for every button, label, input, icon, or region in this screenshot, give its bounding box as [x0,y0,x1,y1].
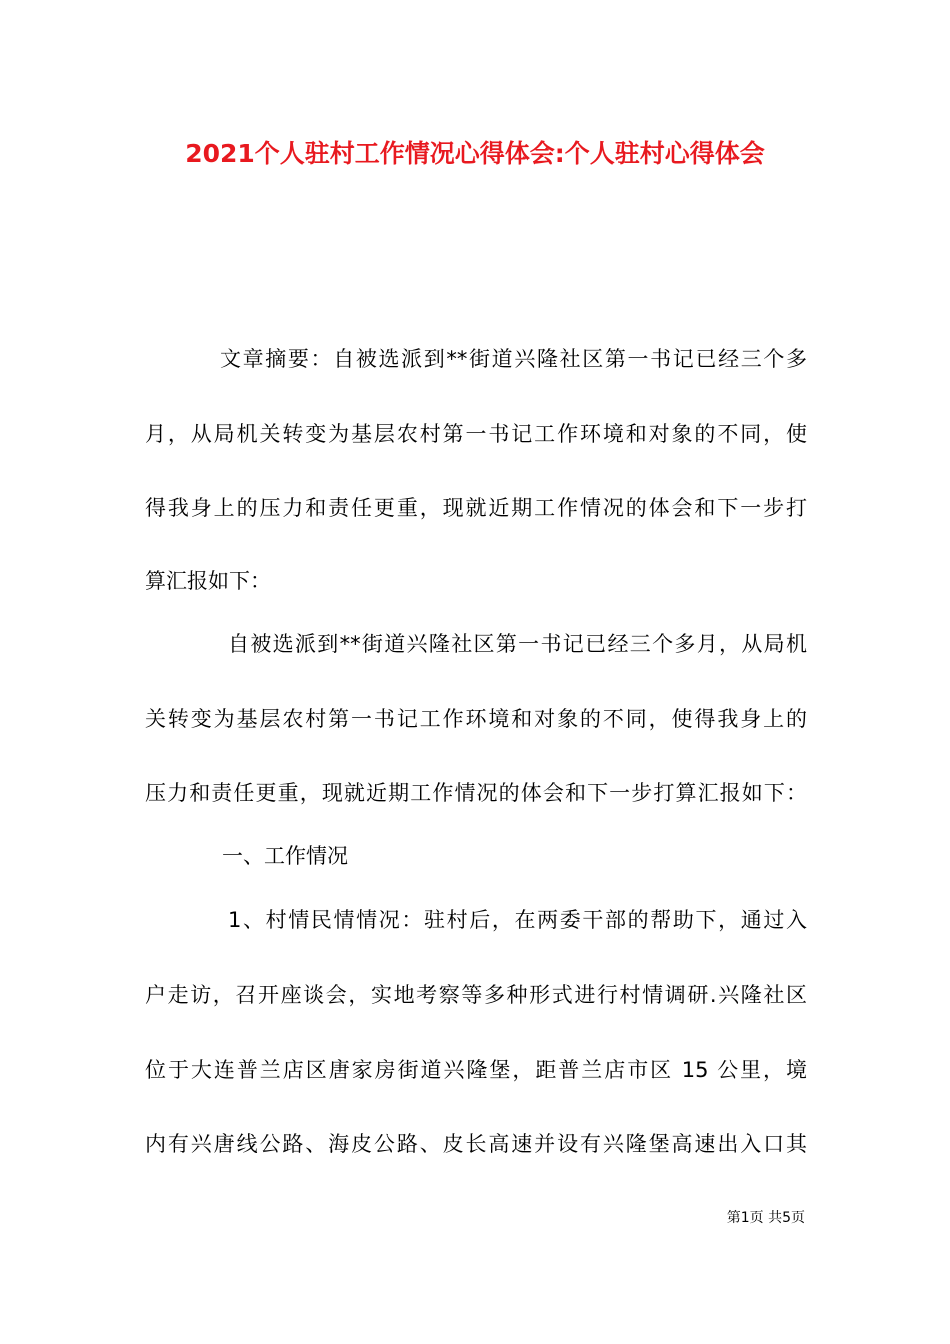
paragraph-line: 户走访，召开座谈会，实地考察等多种形式进行村情调研.兴隆社区 [145,983,807,1007]
section-heading: 一、工作情况 [222,844,348,868]
paragraph-line: 自被选派到**街道兴隆社区第一书记已经三个多月，从局机 [228,632,807,656]
paragraph-line: 得我身上的压力和责任更重，现就近期工作情况的体会和下一步打 [145,496,807,520]
paragraph-line: 压力和责任更重，现就近期工作情况的体会和下一步打算汇报如下： [145,781,807,805]
paragraph-line: 文章摘要：自被选派到**街道兴隆社区第一书记已经三个多 [220,347,807,371]
paragraph-line: 内有兴唐线公路、海皮公路、皮长高速并设有兴隆堡高速出入口其 [145,1132,807,1156]
page-footer [0,1207,805,1227]
paragraph-line: 关转变为基层农村第一书记工作环境和对象的不同，使得我身上的 [145,707,807,731]
paragraph-line: 1、村情民情情况：驻村后，在两委干部的帮助下，通过入 [228,908,807,932]
paragraph-line: 位于大连普兰店区唐家房街道兴隆堡，距普兰店市区 15 公里，境 [145,1058,807,1082]
footer-suffix: 页 [791,1210,805,1226]
footer-mid: 页 共 [749,1210,783,1226]
footer-page-current: 1 [740,1210,750,1226]
paragraph-line: 算汇报如下： [145,569,271,593]
footer-prefix: 第 [726,1210,741,1226]
document-title: 2021个人驻村工作情况心得体会:个人驻村心得体会 [185,139,765,168]
footer-page-total: 5 [782,1210,791,1226]
paragraph-line: 月，从局机关转变为基层农村第一书记工作环境和对象的不同，使 [145,422,807,446]
